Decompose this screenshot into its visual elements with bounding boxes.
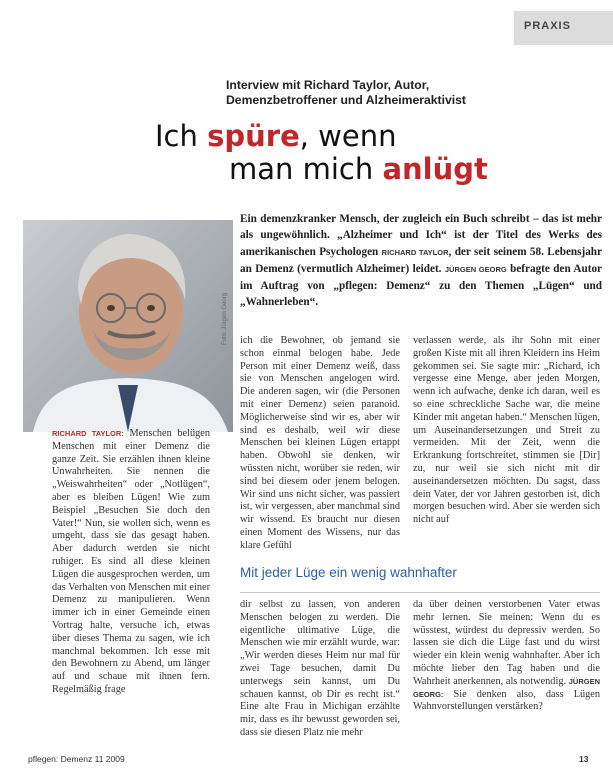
photo-credit: Foto: Jürgen Georg <box>222 292 228 345</box>
portrait-photo <box>23 220 233 432</box>
headline-highlight-1: spüre <box>207 119 300 153</box>
column-3-continued-text: da über deinen verstorbenen Vater etwas mehr lernen. Sie meinen: Wenn du es wüsstest, würdest du depressiv werden. So lassen sie dich die Lüge fast und du wirst wieder ein klein wenig wahnhafter. Aber ich möchte lieber den Tag haben und die Wahrheit anerkennen, als notwendig. <box>413 599 600 687</box>
footer-publication: pflegen: Demenz 11 2009 <box>28 754 125 764</box>
lead-text-1: Ein demenzkranker Mensch, der zugleich ein Buch schreibt – das ist mehr als ungewöhnlich. „Alzheimer und Ich“ ist der Titel des Werks des amerikanischen Psychologen <box>240 213 602 258</box>
headline-line-1 <box>155 120 397 153</box>
interviewer-label: JÜRGEN GEORG: <box>413 676 600 699</box>
headline-part-3: man mich <box>229 152 383 186</box>
column-3: verlassen werde, als ihr Sohn mit einer großen Kiste mit all ihren Kleidern ins Heim gekommen sei. Sie sagte mir: „Richard, ich vergesse eine Menge, aber jeden Morgen, wenn ich aufwache, denke ich daran, weil es so eine schreckliche Sache war, die meine Kinder mit angetan haben.“ Menschen lügen, um Auseinandersetzungen und Streit zu vermeiden. Mit der Zeit, wenn die Erkrankung fortschreitet, stimmen sie [Dir] zu, nur weil sie sich nicht mit dir auseinandersetzen möchten. Du sagst, dass dein Vater, der vor Jahren gestorben ist, dich morgen besuchen wird. Aber sie werden sich nicht auf <box>413 335 600 526</box>
column-2: ich die Bewohner, ob jemand sie schon einmal belogen habe. Jede Person mit einer Demenz weiß, dass sie von Menschen angelogen wird. Die anderen sagen, wir (die Personen mit einer Demenz) seien paranoid. Möglicherweise sind wir es, aber wir sind es deshalb, weil wir diese Menschen bei kleinen Lügen ertappt haben. Obwohl sie denken, wir wüssten nicht, worüber sie reden, wir sind bei diesem oder jenem belogen. Wir sind uns nicht sicher, was passiert ist, wir vergessen, aber manchmal sind wir wissend. Es braucht nur diesen einen Moment des Wissens, nur das klare Gefühl <box>240 335 400 551</box>
lead-name-1: RICHARD TAYLOR <box>381 247 449 257</box>
headline-part-1: Ich <box>155 119 208 153</box>
subheading-divider <box>240 592 600 593</box>
page-number: 13 <box>579 754 589 764</box>
column-1-text: Menschen belügen Menschen mit einer Demenz die ganze Zeit. Sie erzählen ihnen kleine Unwahrheiten. Sie nennen die „Weiswahrheiten“ oder „Notlügen“, aber es bleiben Lügen! Wie zum Beispiel „Besuchen Sie doch den Vater!“ Nun, sie wollen sich, wenn es umgeht, dass sie das gesagt haben. Aber dadurch werden sie nicht ruhiger. Es sind all diese kleinen Lügen die ausgesprochen werden, um das Verhalten von Menschen mit einer Demenz zu manipulieren. Wenn immer ich in einer Gemeinde einen Vortrag halte, versuche ich, etwas über dieses Thema zu sagen, wie ich manchmal bekommen. Ich esse mit den Bewohnern zu Abend, um länger auf und schaue mit ihnen fern. Regelmäßig frage <box>52 428 210 695</box>
interviewer-question: Sie denken also, dass Lügen Wahnvorstellungen verstärken? <box>413 688 601 713</box>
kicker <box>226 78 556 108</box>
section-subheading: Mit jeder Lüge ein wenig wahnhafter <box>240 565 457 580</box>
headline-part-2: , wenn <box>299 119 397 153</box>
lead-text-2: , der seit seinem 58. Lebensjahr an Demenz (vermutlich Alzheimer) leidet. <box>240 245 602 275</box>
headline-highlight-2: anlügt <box>382 152 488 186</box>
headline-line-2 <box>229 153 488 186</box>
lead-paragraph <box>240 211 602 311</box>
column-2-continued: dir selbst zu lassen, von anderen Menschen belogen zu werden. Die eigentliche ultimative Lüge, die Menschen wie mir erzählt wurde, war: „Wir werden dieses Heim nur mal für zwei Tage besuchen, damit Du unterwegs sein kannst, um Du schauen kannst, ob Dir es recht ist.“ Eine alte Frau in Michigan erzählte mir, dass es ihr bewusst geworden sei, dass sie diesen Platz nie mehr <box>240 599 400 738</box>
portrait-illustration <box>23 220 233 432</box>
speaker-label: RICHARD TAYLOR: <box>52 429 124 438</box>
lead-text-3: befragte den Autor im Auftrag von „pflegen: Demenz“ zu den Themen „Lügen“ und „Wahnerleben“. <box>240 262 603 309</box>
column-3-continued <box>413 599 600 714</box>
kicker-line-2: Demenzbetroffener und Alzheimeraktivist <box>226 93 466 107</box>
column-1 <box>52 428 210 697</box>
lead-name-2: JÜRGEN GEORG <box>444 264 507 274</box>
section-label: PRAXIS <box>524 20 571 32</box>
kicker-line-1: Interview mit Richard Taylor, Autor, <box>226 78 430 92</box>
